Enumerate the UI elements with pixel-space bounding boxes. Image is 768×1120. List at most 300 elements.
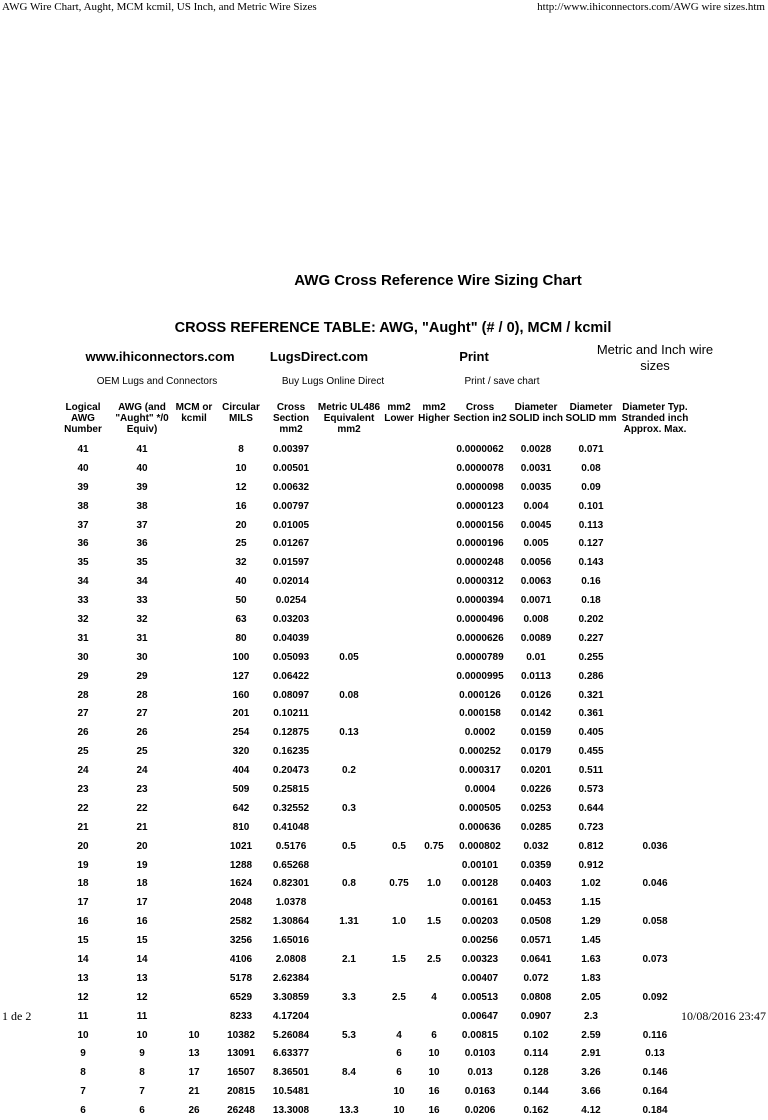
- table-cell: 0.00128: [461, 878, 499, 890]
- table-row: [54, 686, 692, 705]
- table-cell: 0.0071: [520, 595, 552, 607]
- table-cell: 0.0089: [520, 632, 552, 644]
- table-cell: 0.071: [578, 443, 604, 455]
- table-cell: 13: [188, 1048, 200, 1060]
- table-cell: [382, 553, 416, 572]
- table-cell: [172, 591, 216, 610]
- table-cell: 4106: [229, 953, 253, 965]
- table-cell: 0.255: [578, 651, 604, 663]
- table-cell: 0.723: [578, 821, 604, 833]
- table-cell: 25: [136, 746, 148, 758]
- table-cell: 4: [431, 991, 437, 1003]
- table-cell: 0.0103: [464, 1048, 496, 1060]
- table-row: [54, 667, 692, 686]
- col-header: Circular MILS: [222, 402, 260, 424]
- col-header: Metric UL486 Equivalent mm2: [317, 402, 381, 435]
- col-header: mm2 Lower: [384, 402, 414, 424]
- table-row: [54, 516, 692, 535]
- table-cell: 2582: [229, 916, 253, 928]
- table-row: [54, 534, 692, 553]
- table-row: [54, 591, 692, 610]
- table-cell: 26: [77, 727, 89, 739]
- table-cell: [382, 780, 416, 799]
- table-cell: 10.5481: [272, 1086, 310, 1098]
- table-cell: 127: [232, 670, 250, 682]
- col-header: Cross Section in2: [453, 402, 507, 424]
- table-cell: [172, 874, 216, 893]
- table-cell: 63: [235, 613, 247, 625]
- table-cell: 5.26084: [272, 1029, 310, 1041]
- table-cell: [316, 969, 382, 988]
- table-cell: 0.08097: [272, 689, 310, 701]
- table-cell: 21: [77, 821, 89, 833]
- table-cell: 8: [238, 443, 244, 455]
- table-cell: 0.5: [392, 840, 406, 852]
- table-cell: 0.032: [523, 840, 549, 852]
- table-row: [54, 704, 692, 723]
- table-cell: 38: [136, 500, 148, 512]
- table-cell: 1021: [229, 840, 253, 852]
- table-cell: 0.0035: [520, 481, 552, 493]
- table-cell: 8: [139, 1067, 145, 1079]
- table-row: [54, 572, 692, 591]
- table-cell: 1.5: [392, 953, 406, 965]
- table-cell: 201: [232, 708, 250, 720]
- table-cell: 0.00407: [461, 972, 499, 984]
- table-cell: 5178: [229, 972, 253, 984]
- table-cell: 27: [77, 708, 89, 720]
- table-cell: 0.000802: [459, 840, 501, 852]
- table-cell: 25: [77, 746, 89, 758]
- table-cell: [316, 591, 382, 610]
- table-cell: [416, 856, 452, 875]
- table-cell: 0.0285: [520, 821, 552, 833]
- table-cell: 0.0031: [520, 462, 552, 474]
- table-cell: 0.000126: [459, 689, 501, 701]
- table-cell: 0.0808: [520, 991, 552, 1003]
- table-cell: [618, 931, 692, 950]
- table-cell: [382, 572, 416, 591]
- table-cell: 2.0808: [275, 953, 307, 965]
- table-cell: 16: [428, 1105, 440, 1117]
- table-cell: 8: [80, 1067, 86, 1079]
- table-cell: [416, 761, 452, 780]
- table-cell: [316, 610, 382, 629]
- table-row: [54, 856, 692, 875]
- table-cell: [172, 969, 216, 988]
- table-cell: [172, 572, 216, 591]
- table-cell: 40: [235, 576, 247, 588]
- table-cell: [172, 667, 216, 686]
- table-row: [54, 1026, 692, 1045]
- table-cell: [172, 704, 216, 723]
- table-cell: 10: [428, 1067, 440, 1079]
- table-cell: 0.0403: [520, 878, 552, 890]
- table-cell: 30: [77, 651, 89, 663]
- table-cell: 17: [77, 897, 89, 909]
- table-cell: 8233: [229, 1010, 253, 1022]
- table-cell: 0.0004: [464, 783, 496, 795]
- table-cell: [172, 629, 216, 648]
- table-cell: [618, 818, 692, 837]
- table-cell: [316, 1082, 382, 1101]
- table-cell: [416, 459, 452, 478]
- table-cell: 22: [136, 802, 148, 814]
- table-cell: 0.0000394: [456, 595, 504, 607]
- table-cell: 1.45: [581, 935, 601, 947]
- table-cell: 13091: [227, 1048, 255, 1060]
- table-cell: 0.75: [424, 840, 444, 852]
- table-cell: 2.5: [427, 953, 441, 965]
- table-cell: 6: [396, 1048, 402, 1060]
- table-cell: [316, 742, 382, 761]
- table-cell: 6529: [229, 991, 253, 1003]
- table-cell: 6: [431, 1029, 437, 1041]
- table-cell: [172, 893, 216, 912]
- table-cell: 2.5: [392, 991, 406, 1003]
- table-cell: 1.15: [581, 897, 601, 909]
- table-cell: 0.0000062: [456, 443, 504, 455]
- table-cell: [316, 478, 382, 497]
- table-cell: [416, 893, 452, 912]
- table-row: [54, 969, 692, 988]
- table-cell: 8.36501: [272, 1067, 310, 1079]
- col-header: Diameter SOLID inch: [509, 402, 563, 424]
- table-cell: 0.0159: [520, 727, 552, 739]
- table-cell: [382, 761, 416, 780]
- table-cell: [172, 686, 216, 705]
- table-cell: 0.00513: [461, 991, 499, 1003]
- table-cell: 0.00797: [272, 500, 310, 512]
- table-row: [54, 553, 692, 572]
- print-link[interactable]: Print: [459, 349, 489, 364]
- table-cell: 0.01005: [272, 519, 310, 531]
- table-cell: 28: [136, 689, 148, 701]
- table-cell: [172, 553, 216, 572]
- table-cell: 0.455: [578, 746, 604, 758]
- table-cell: [382, 591, 416, 610]
- table-cell: 16: [428, 1086, 440, 1098]
- table-cell: 0.0253: [520, 802, 552, 814]
- table-cell: 3.30859: [272, 991, 310, 1003]
- table-cell: [416, 440, 452, 459]
- table-cell: 37: [77, 519, 89, 531]
- table-cell: [316, 516, 382, 535]
- table-cell: 0.13: [645, 1048, 665, 1060]
- table-cell: [316, 780, 382, 799]
- table-cell: [416, 742, 452, 761]
- table-cell: [172, 799, 216, 818]
- table-row: [54, 440, 692, 459]
- table-cell: 0.0000248: [456, 557, 504, 569]
- table-cell: 80: [235, 632, 247, 644]
- table-cell: 3.26: [581, 1067, 601, 1079]
- table-cell: 0.0063: [520, 576, 552, 588]
- lugsdirect-link[interactable]: LugsDirect.com: [269, 349, 369, 364]
- table-cell: [416, 478, 452, 497]
- table-cell: 1.31: [339, 916, 359, 928]
- table-cell: 2.91: [581, 1048, 601, 1060]
- table-cell: 509: [232, 783, 250, 795]
- table-cell: [172, 837, 216, 856]
- table-cell: 0.65268: [272, 859, 310, 871]
- table-cell: 25: [235, 538, 247, 550]
- table-cell: [416, 610, 452, 629]
- table-cell: 1.63: [581, 953, 601, 965]
- table-cell: 100: [232, 651, 250, 663]
- table-cell: 0.013: [467, 1067, 493, 1079]
- table-cell: [618, 667, 692, 686]
- table-cell: [618, 780, 692, 799]
- table-cell: 0.000158: [459, 708, 501, 720]
- table-cell: 0.0226: [520, 783, 552, 795]
- table-cell: 404: [232, 765, 250, 777]
- table-cell: 33: [136, 595, 148, 607]
- table-cell: 6.63377: [272, 1048, 310, 1060]
- table-cell: 11: [77, 1010, 89, 1022]
- table-cell: 1.29: [581, 916, 601, 928]
- table-cell: 0.12875: [272, 727, 310, 739]
- table-cell: 0.0002: [464, 727, 496, 739]
- table-cell: 0.0000196: [456, 538, 504, 550]
- table-cell: [316, 440, 382, 459]
- table-cell: 0.00815: [461, 1029, 499, 1041]
- table-cell: 1.30864: [272, 916, 310, 928]
- table-cell: [172, 610, 216, 629]
- table-row: [54, 818, 692, 837]
- table-cell: 13: [136, 972, 148, 984]
- table-cell: 0.09: [581, 481, 601, 493]
- table-cell: 0.5176: [275, 840, 307, 852]
- table-cell: 0.0571: [520, 935, 552, 947]
- table-cell: [618, 761, 692, 780]
- table-row: [54, 988, 692, 1007]
- table-cell: 34: [77, 576, 89, 588]
- table-cell: 2.62384: [272, 972, 310, 984]
- print-header: [0, 0, 768, 16]
- table-cell: 18: [77, 878, 89, 890]
- table-cell: [316, 553, 382, 572]
- table-cell: 3.66: [581, 1086, 601, 1098]
- table-cell: 0.912: [578, 859, 604, 871]
- table-cell: [618, 440, 692, 459]
- table-cell: [172, 723, 216, 742]
- table-cell: [618, 553, 692, 572]
- table-cell: [416, 553, 452, 572]
- table-cell: 0.0201: [520, 765, 552, 777]
- table-cell: 0.321: [578, 689, 604, 701]
- table-cell: [172, 988, 216, 1007]
- table-cell: 0.0045: [520, 519, 552, 531]
- table-cell: 16: [136, 916, 148, 928]
- table-cell: [618, 610, 692, 629]
- table-cell: 14: [136, 953, 148, 965]
- table-cell: [172, 931, 216, 950]
- table-cell: 8.4: [342, 1067, 356, 1079]
- table-cell: 36: [136, 538, 148, 550]
- table-cell: [382, 629, 416, 648]
- table-cell: 20: [235, 519, 247, 531]
- table-cell: 10382: [227, 1029, 255, 1041]
- table-cell: 0.102: [523, 1029, 549, 1041]
- table-cell: 0.092: [642, 991, 668, 1003]
- table-cell: [172, 648, 216, 667]
- table-cell: 0.2: [342, 765, 356, 777]
- table-cell: 32: [77, 613, 89, 625]
- table-cell: 0.114: [523, 1048, 549, 1060]
- table-cell: 0.20473: [272, 765, 310, 777]
- table-cell: 10: [393, 1105, 405, 1117]
- table-cell: 1.83: [581, 972, 601, 984]
- col-header: mm2 Higher: [418, 402, 450, 424]
- lugsdirect-desc: Buy Lugs Online Direct: [281, 376, 385, 387]
- table-cell: [416, 818, 452, 837]
- table-cell: 6: [396, 1067, 402, 1079]
- table-cell: 0.13: [339, 727, 359, 739]
- table-cell: 0.0163: [464, 1086, 496, 1098]
- table-cell: [416, 591, 452, 610]
- table-cell: 2.05: [581, 991, 601, 1003]
- table-cell: 0.128: [523, 1067, 549, 1079]
- table-cell: 0.10211: [273, 708, 309, 720]
- table-cell: 0.00256: [461, 935, 499, 947]
- table-cell: 12: [136, 991, 148, 1003]
- table-cell: 2048: [229, 897, 253, 909]
- table-cell: 0.143: [578, 557, 604, 569]
- table-cell: 40: [77, 462, 89, 474]
- table-cell: 41: [136, 443, 148, 455]
- table-cell: 0.164: [642, 1086, 668, 1098]
- table-cell: [618, 799, 692, 818]
- table-cell: [172, 742, 216, 761]
- table-cell: 0.000317: [459, 765, 501, 777]
- table-cell: 0.146: [642, 1067, 668, 1079]
- table-row: [54, 931, 692, 950]
- col-header: MCM or kcmil: [175, 402, 213, 424]
- table-cell: [618, 742, 692, 761]
- table-cell: 1.5: [427, 916, 441, 928]
- table-cell: [416, 780, 452, 799]
- table-cell: 320: [232, 746, 250, 758]
- table-cell: 5.3: [342, 1029, 356, 1041]
- table-cell: 0.144: [523, 1086, 549, 1098]
- table-cell: [416, 648, 452, 667]
- table-cell: 0.75: [389, 878, 409, 890]
- table-cell: [382, 799, 416, 818]
- table-cell: 3.3: [342, 991, 356, 1003]
- table-cell: 37: [136, 519, 148, 531]
- table-cell: 0.00632: [272, 481, 310, 493]
- table-cell: 0.05093: [272, 651, 310, 663]
- table-cell: 0.0056: [520, 557, 552, 569]
- table-cell: 642: [232, 802, 250, 814]
- table-cell: [416, 704, 452, 723]
- table-cell: [382, 516, 416, 535]
- table-cell: 0.0000098: [456, 481, 504, 493]
- table-cell: 35: [77, 557, 89, 569]
- table-cell: [618, 591, 692, 610]
- table-cell: 11: [136, 1010, 148, 1022]
- table-cell: 0.5: [342, 840, 356, 852]
- table-cell: 0.02014: [272, 576, 310, 588]
- table-cell: 0.0000078: [456, 462, 504, 474]
- metric-inch-link[interactable]: Metric and Inch wire sizes: [596, 342, 714, 373]
- table-cell: [382, 667, 416, 686]
- table-cell: 0.073: [642, 953, 668, 965]
- table-cell: 0.046: [642, 878, 668, 890]
- table-cell: 0.184: [642, 1105, 668, 1117]
- table-cell: 0.0453: [520, 897, 552, 909]
- table-cell: [618, 893, 692, 912]
- table-cell: 18: [136, 878, 148, 890]
- table-cell: 0.01597: [272, 557, 310, 569]
- table-row: [54, 1063, 692, 1082]
- table-cell: 1.65016: [272, 935, 310, 947]
- table-cell: [618, 686, 692, 705]
- table-cell: 29: [77, 670, 89, 682]
- table-cell: 0.00101: [461, 859, 499, 871]
- table-cell: [382, 686, 416, 705]
- table-cell: 36: [77, 538, 89, 550]
- table-row: [54, 648, 692, 667]
- table-cell: [618, 969, 692, 988]
- table-row: [54, 742, 692, 761]
- table-cell: 0.18: [581, 595, 601, 607]
- table-cell: 0.058: [642, 916, 668, 928]
- table-cell: 160: [232, 689, 250, 701]
- ihiconnectors-link[interactable]: www.ihiconnectors.com: [85, 349, 235, 364]
- table-cell: 0.162: [523, 1105, 549, 1117]
- table-cell: 21: [136, 821, 148, 833]
- table-cell: [316, 497, 382, 516]
- table-cell: 0.00161: [461, 897, 499, 909]
- table-cell: 24: [136, 765, 148, 777]
- table-row: [54, 478, 692, 497]
- table-cell: 22: [77, 802, 89, 814]
- table-cell: 0.101: [578, 500, 604, 512]
- table-row: [54, 837, 692, 856]
- table-cell: 0.0641: [520, 953, 552, 965]
- table-cell: 0.0508: [520, 916, 552, 928]
- table-cell: 14: [77, 953, 89, 965]
- page-number: 1 de 2: [2, 1009, 32, 1023]
- table-cell: [416, 629, 452, 648]
- table-cell: 0.01267: [272, 538, 310, 550]
- table-cell: [316, 893, 382, 912]
- table-cell: 19: [77, 859, 89, 871]
- table-cell: 0.16: [581, 576, 601, 588]
- print-datetime: 10/08/2016 23:47: [680, 1009, 766, 1023]
- table-cell: [416, 799, 452, 818]
- table-cell: [618, 704, 692, 723]
- table-cell: 1288: [229, 859, 253, 871]
- table-cell: [618, 856, 692, 875]
- table-cell: [316, 667, 382, 686]
- print-footer: [0, 1008, 768, 1024]
- table-cell: 17: [136, 897, 148, 909]
- table-cell: [382, 893, 416, 912]
- table-cell: [172, 516, 216, 535]
- print-desc: Print / save chart: [464, 376, 540, 387]
- table-cell: 0.0028: [520, 443, 552, 455]
- print-header-url: http://www.ihiconnectors.com/AWG wire sizes.htm: [537, 1, 765, 13]
- table-row: [54, 1082, 692, 1101]
- table-cell: [172, 950, 216, 969]
- table-cell: [316, 459, 382, 478]
- table-cell: [618, 534, 692, 553]
- table-cell: 0.0000789: [456, 651, 504, 663]
- table-cell: 16: [235, 500, 247, 512]
